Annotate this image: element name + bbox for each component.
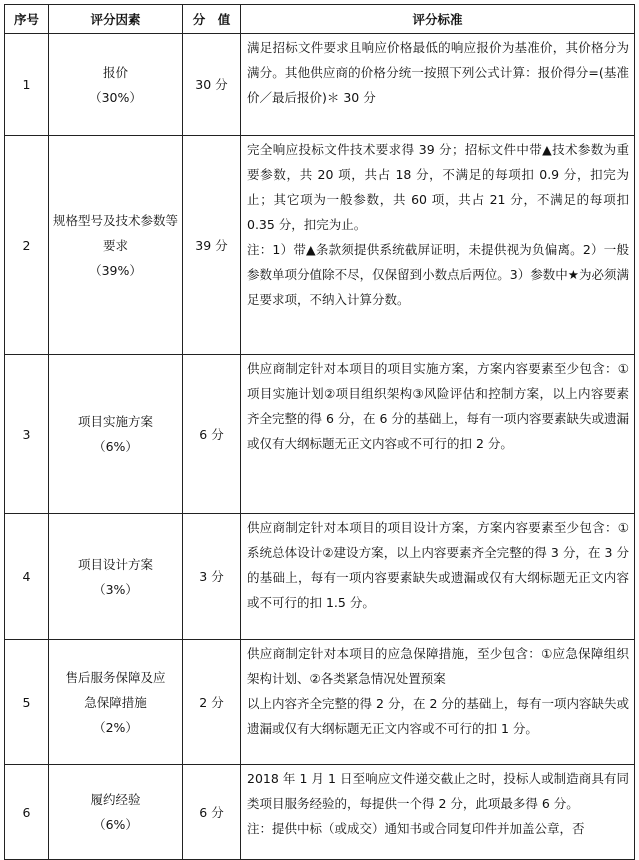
criteria-paragraph: 供应商制定针对本项目的应急保障措施，至少包含：①应急保障组织架构计划、②各类紧急情况处置预案 <box>247 646 629 686</box>
row-index: 3 <box>5 355 49 514</box>
factor-name: 售后服务保障及应急保障措施 <box>65 669 166 710</box>
row-factor <box>49 136 183 355</box>
header-criteria: 评分标准 <box>241 5 635 34</box>
row-factor <box>49 514 183 640</box>
row-index: 1 <box>5 34 49 136</box>
criteria-paragraph: 满足招标文件要求且响应价格最低的响应报价为基准价，其价格分为满分。其他供应商的价格分统一按照下列公式计算：报价得分=(基准价／最后报价)＊ 30 分 <box>247 40 629 105</box>
criteria-paragraph: 供应商制定针对本项目的项目设计方案，方案内容要素至少包含：①系统总体设计②建设方案，以上内容要素齐全完整的得 3 分，在 3 分的基础上，每有一项内容要素缺失或遗漏或仅有大纲标题无正文内容或不可行的扣 1.5 分。 <box>247 520 629 610</box>
factor-name: 履约经验 <box>90 792 141 807</box>
factor-weight: （30%） <box>89 89 142 105</box>
header-factor: 评分因素 <box>49 5 183 34</box>
row-criteria <box>241 355 635 514</box>
criteria-paragraph: 供应商制定针对本项目的项目实施方案，方案内容要素至少包含：①项目实施计划②项目组织架构③风险评估和控制方案，以上内容要素齐全完整的得 6 分，在 6 分的基础上，每有一项内容要素缺失或遗漏或仅有大纲标题无正文内容或不可行的扣 2 分。 <box>247 361 629 451</box>
row-index: 4 <box>5 514 49 640</box>
row-score: 6 分 <box>183 355 241 514</box>
table-row <box>5 640 635 765</box>
row-criteria <box>241 514 635 640</box>
header-index: 序号 <box>5 5 49 34</box>
row-score: 39 分 <box>183 136 241 355</box>
factor-name: 规格型号及技术参数等要求 <box>52 212 178 253</box>
criteria-paragraph: 2018 年 1 月 1 日至响应文件递交截止之时，投标人或制造商具有同类项目服务经验的，每提供一个得 2 分，此项最多得 6 分。 <box>247 771 629 811</box>
criteria-paragraph: 以上内容齐全完整的得 2 分，在 2 分的基础上，每有一项内容缺失或遗漏或仅有大纲标题无正文内容或不可行的扣 1 分。 <box>247 696 629 736</box>
factor-weight: （2%） <box>93 719 138 735</box>
table-row <box>5 355 635 514</box>
row-factor <box>49 34 183 136</box>
scoring-table <box>4 4 635 860</box>
row-score: 2 分 <box>183 640 241 765</box>
factor-weight: （39%） <box>89 262 142 278</box>
row-criteria <box>241 765 635 860</box>
table-row <box>5 514 635 640</box>
row-criteria <box>241 136 635 355</box>
row-score: 6 分 <box>183 765 241 860</box>
row-index: 6 <box>5 765 49 860</box>
row-score: 3 分 <box>183 514 241 640</box>
criteria-paragraph: 完全响应投标文件技术要求得 39 分；招标文件中带▲技术参数为重要参数，共 20 项，共占 18 分，不满足的每项扣 0.9 分，扣完为止；其它项为一般参数，共 60 项，共占 21 分，不满足的每项扣 0.35 分，扣完为止。 <box>247 142 629 232</box>
row-index: 2 <box>5 136 49 355</box>
table-header-row <box>5 5 635 34</box>
factor-name: 报价 <box>102 64 128 80</box>
row-score: 30 分 <box>183 34 241 136</box>
row-factor <box>49 640 183 765</box>
table-row <box>5 34 635 136</box>
criteria-note: 注：提供中标（或成交）通知书或合同复印件并加盖公章，否 <box>247 821 585 836</box>
factor-weight: （6%） <box>93 817 138 832</box>
row-factor <box>49 355 183 514</box>
factor-weight: （6%） <box>93 439 138 454</box>
row-criteria <box>241 640 635 765</box>
header-score: 分 值 <box>183 5 241 34</box>
row-factor <box>49 765 183 860</box>
factor-weight: （3%） <box>93 581 138 597</box>
table-row <box>5 136 635 355</box>
table-row <box>5 765 635 860</box>
factor-name: 项目设计方案 <box>77 556 153 572</box>
row-criteria <box>241 34 635 136</box>
factor-name: 项目实施方案 <box>77 414 153 429</box>
criteria-note: 注：1）带▲条款须提供系统截屏证明，未提供视为负偏离。2）一般参数单项分值除不尽，仅保留到小数点后两位。3）参数中★为必须满足要求项，不纳入计算分数。 <box>247 242 629 307</box>
row-index: 5 <box>5 640 49 765</box>
